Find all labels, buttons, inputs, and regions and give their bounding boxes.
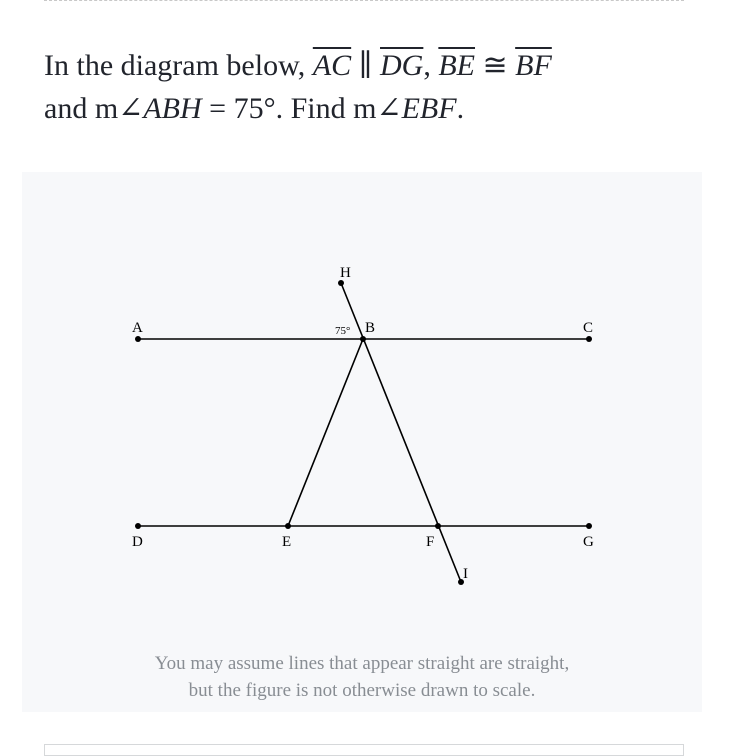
segment-be: $\overline{BE}$ <box>438 49 476 82</box>
label-b: B <box>365 320 376 336</box>
label-c: C <box>583 320 594 336</box>
question-text: In the diagram below, $\overline{AC}$ ∥ $\overline{DG}$, $\overline{BE}$ ≅ $\overline{BF}$ and m∠ABH = 75°. Find m∠EBF. <box>44 49 552 125</box>
point-e <box>285 523 291 529</box>
label-i: I <box>463 566 468 582</box>
point-a <box>135 336 141 342</box>
segment-bf: $\overline{BF}$ <box>515 49 552 82</box>
label-h: H <box>340 265 351 281</box>
point-b <box>360 336 366 342</box>
point-c <box>586 336 592 342</box>
point-f <box>435 523 441 529</box>
given-angle: ABH <box>143 92 202 125</box>
label-d: D <box>132 534 143 550</box>
segment-be-line <box>288 339 363 526</box>
label-e: E <box>282 534 292 550</box>
point-g <box>586 523 592 529</box>
top-divider <box>44 0 684 1</box>
caption-line-1: You may assume lines that appear straight are straight, <box>154 653 570 674</box>
label-g: G <box>583 534 594 550</box>
angle-label-75: 75° <box>335 325 351 337</box>
label-f: F <box>426 534 435 550</box>
geometry-diagram <box>22 172 702 642</box>
point-d <box>135 523 141 529</box>
figure-panel <box>22 172 702 712</box>
target-angle: EBF <box>401 92 457 125</box>
segment-dg: $\overline{DG}$ <box>380 49 424 82</box>
label-a: A <box>132 320 143 336</box>
answer-box[interactable] <box>44 744 684 756</box>
given-value: 75° <box>233 92 276 125</box>
segment-ac: $\overline{AC}$ <box>312 49 352 82</box>
line-hi <box>341 283 461 582</box>
figure-caption <box>22 650 702 704</box>
caption-line-2: but the figure is not otherwise drawn to scale. <box>188 680 536 701</box>
